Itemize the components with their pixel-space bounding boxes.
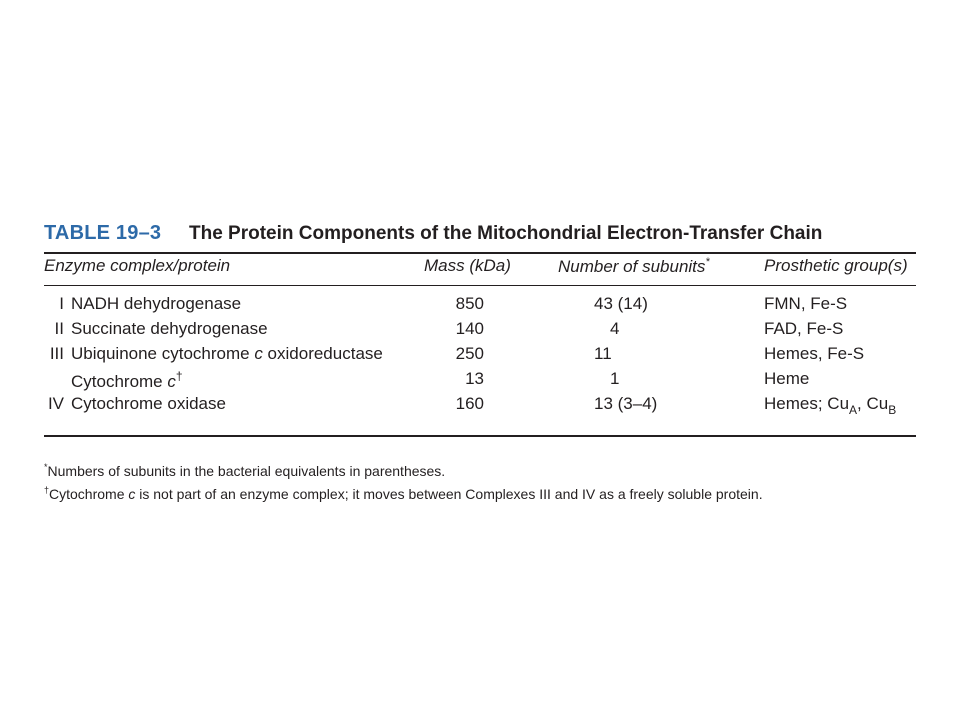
header-subunits xyxy=(558,256,710,277)
row-mass: 250 xyxy=(455,344,484,363)
prosthetic-mid: , Cu xyxy=(857,394,889,413)
row-subunits: 4 xyxy=(610,319,620,338)
row-name: Succinate dehydrogenase xyxy=(71,319,268,338)
table-row xyxy=(44,294,916,319)
table-row xyxy=(44,319,916,344)
table-caption xyxy=(44,222,916,252)
row-subunits: 43 (14) xyxy=(594,294,648,313)
row-subunits: 13 (3–4) xyxy=(594,394,658,413)
row-mass: 160 xyxy=(455,394,484,413)
row-name-italic: c xyxy=(254,344,263,363)
footnote-mark: * xyxy=(44,462,48,472)
footnote-text-italic: c xyxy=(128,486,136,502)
row-name-pre: Ubiquinone cytochrome xyxy=(71,344,255,363)
data-table xyxy=(44,222,916,417)
row-roman: I xyxy=(59,294,64,313)
footnotes xyxy=(44,458,763,504)
footnote-text-pre: Cytochrome xyxy=(49,486,129,502)
table-row xyxy=(44,369,916,394)
row-roman: III xyxy=(49,344,64,363)
row-prosthetic: FAD, Fe-S xyxy=(764,319,844,338)
row-prosthetic: FMN, Fe-S xyxy=(764,294,848,313)
row-roman: IV xyxy=(47,394,64,413)
table-row xyxy=(44,344,916,369)
row-name-post: oxidoreductase xyxy=(262,344,383,363)
row-mass: 140 xyxy=(455,319,484,338)
header-prosthetic: Prosthetic group(s) xyxy=(764,256,908,275)
top-rule xyxy=(44,252,916,254)
row-prosthetic: Heme xyxy=(764,369,810,388)
footnote-mark: † xyxy=(44,485,50,495)
header-rule xyxy=(44,285,916,286)
table-number: TABLE 19–3 xyxy=(44,222,162,244)
row-prosthetic: Hemes, Fe-S xyxy=(764,344,865,363)
dagger-mark: † xyxy=(175,369,183,383)
header-subunits-mark: * xyxy=(705,256,710,268)
table-title: The Protein Components of the Mitochondrial Electron-Transfer Chain xyxy=(189,223,823,244)
row-name xyxy=(71,344,383,364)
footnote-text-post: is not part of an enzyme complex; it moves between Complexes III and IV as a freely soluble protein. xyxy=(135,486,763,502)
footnote xyxy=(44,458,763,481)
footnote-text: Numbers of subunits in the bacterial equivalents in parentheses. xyxy=(47,463,446,479)
row-roman: II xyxy=(54,319,64,338)
row-subunits: 1 xyxy=(610,369,620,388)
header-enzyme: Enzyme complex/protein xyxy=(44,256,231,275)
prosthetic-pre: Hemes; Cu xyxy=(764,394,850,413)
subscript-a: A xyxy=(849,403,858,417)
row-name-italic: c xyxy=(167,372,176,391)
row-mass: 850 xyxy=(455,294,484,313)
table-row xyxy=(44,394,916,419)
header-mass: Mass (kDa) xyxy=(424,256,511,275)
row-name: NADH dehydrogenase xyxy=(71,294,242,313)
row-prosthetic xyxy=(764,394,896,417)
header-subunits-label: Number of subunits xyxy=(558,257,706,276)
row-name-pre: Cytochrome xyxy=(71,372,168,391)
subscript-b: B xyxy=(888,403,897,417)
row-mass: 13 xyxy=(465,369,484,388)
row-name: Cytochrome oxidase xyxy=(71,394,226,413)
row-subunits: 11 xyxy=(594,344,612,363)
bottom-rule xyxy=(44,435,916,437)
footnote xyxy=(44,481,763,504)
row-name xyxy=(71,369,183,392)
